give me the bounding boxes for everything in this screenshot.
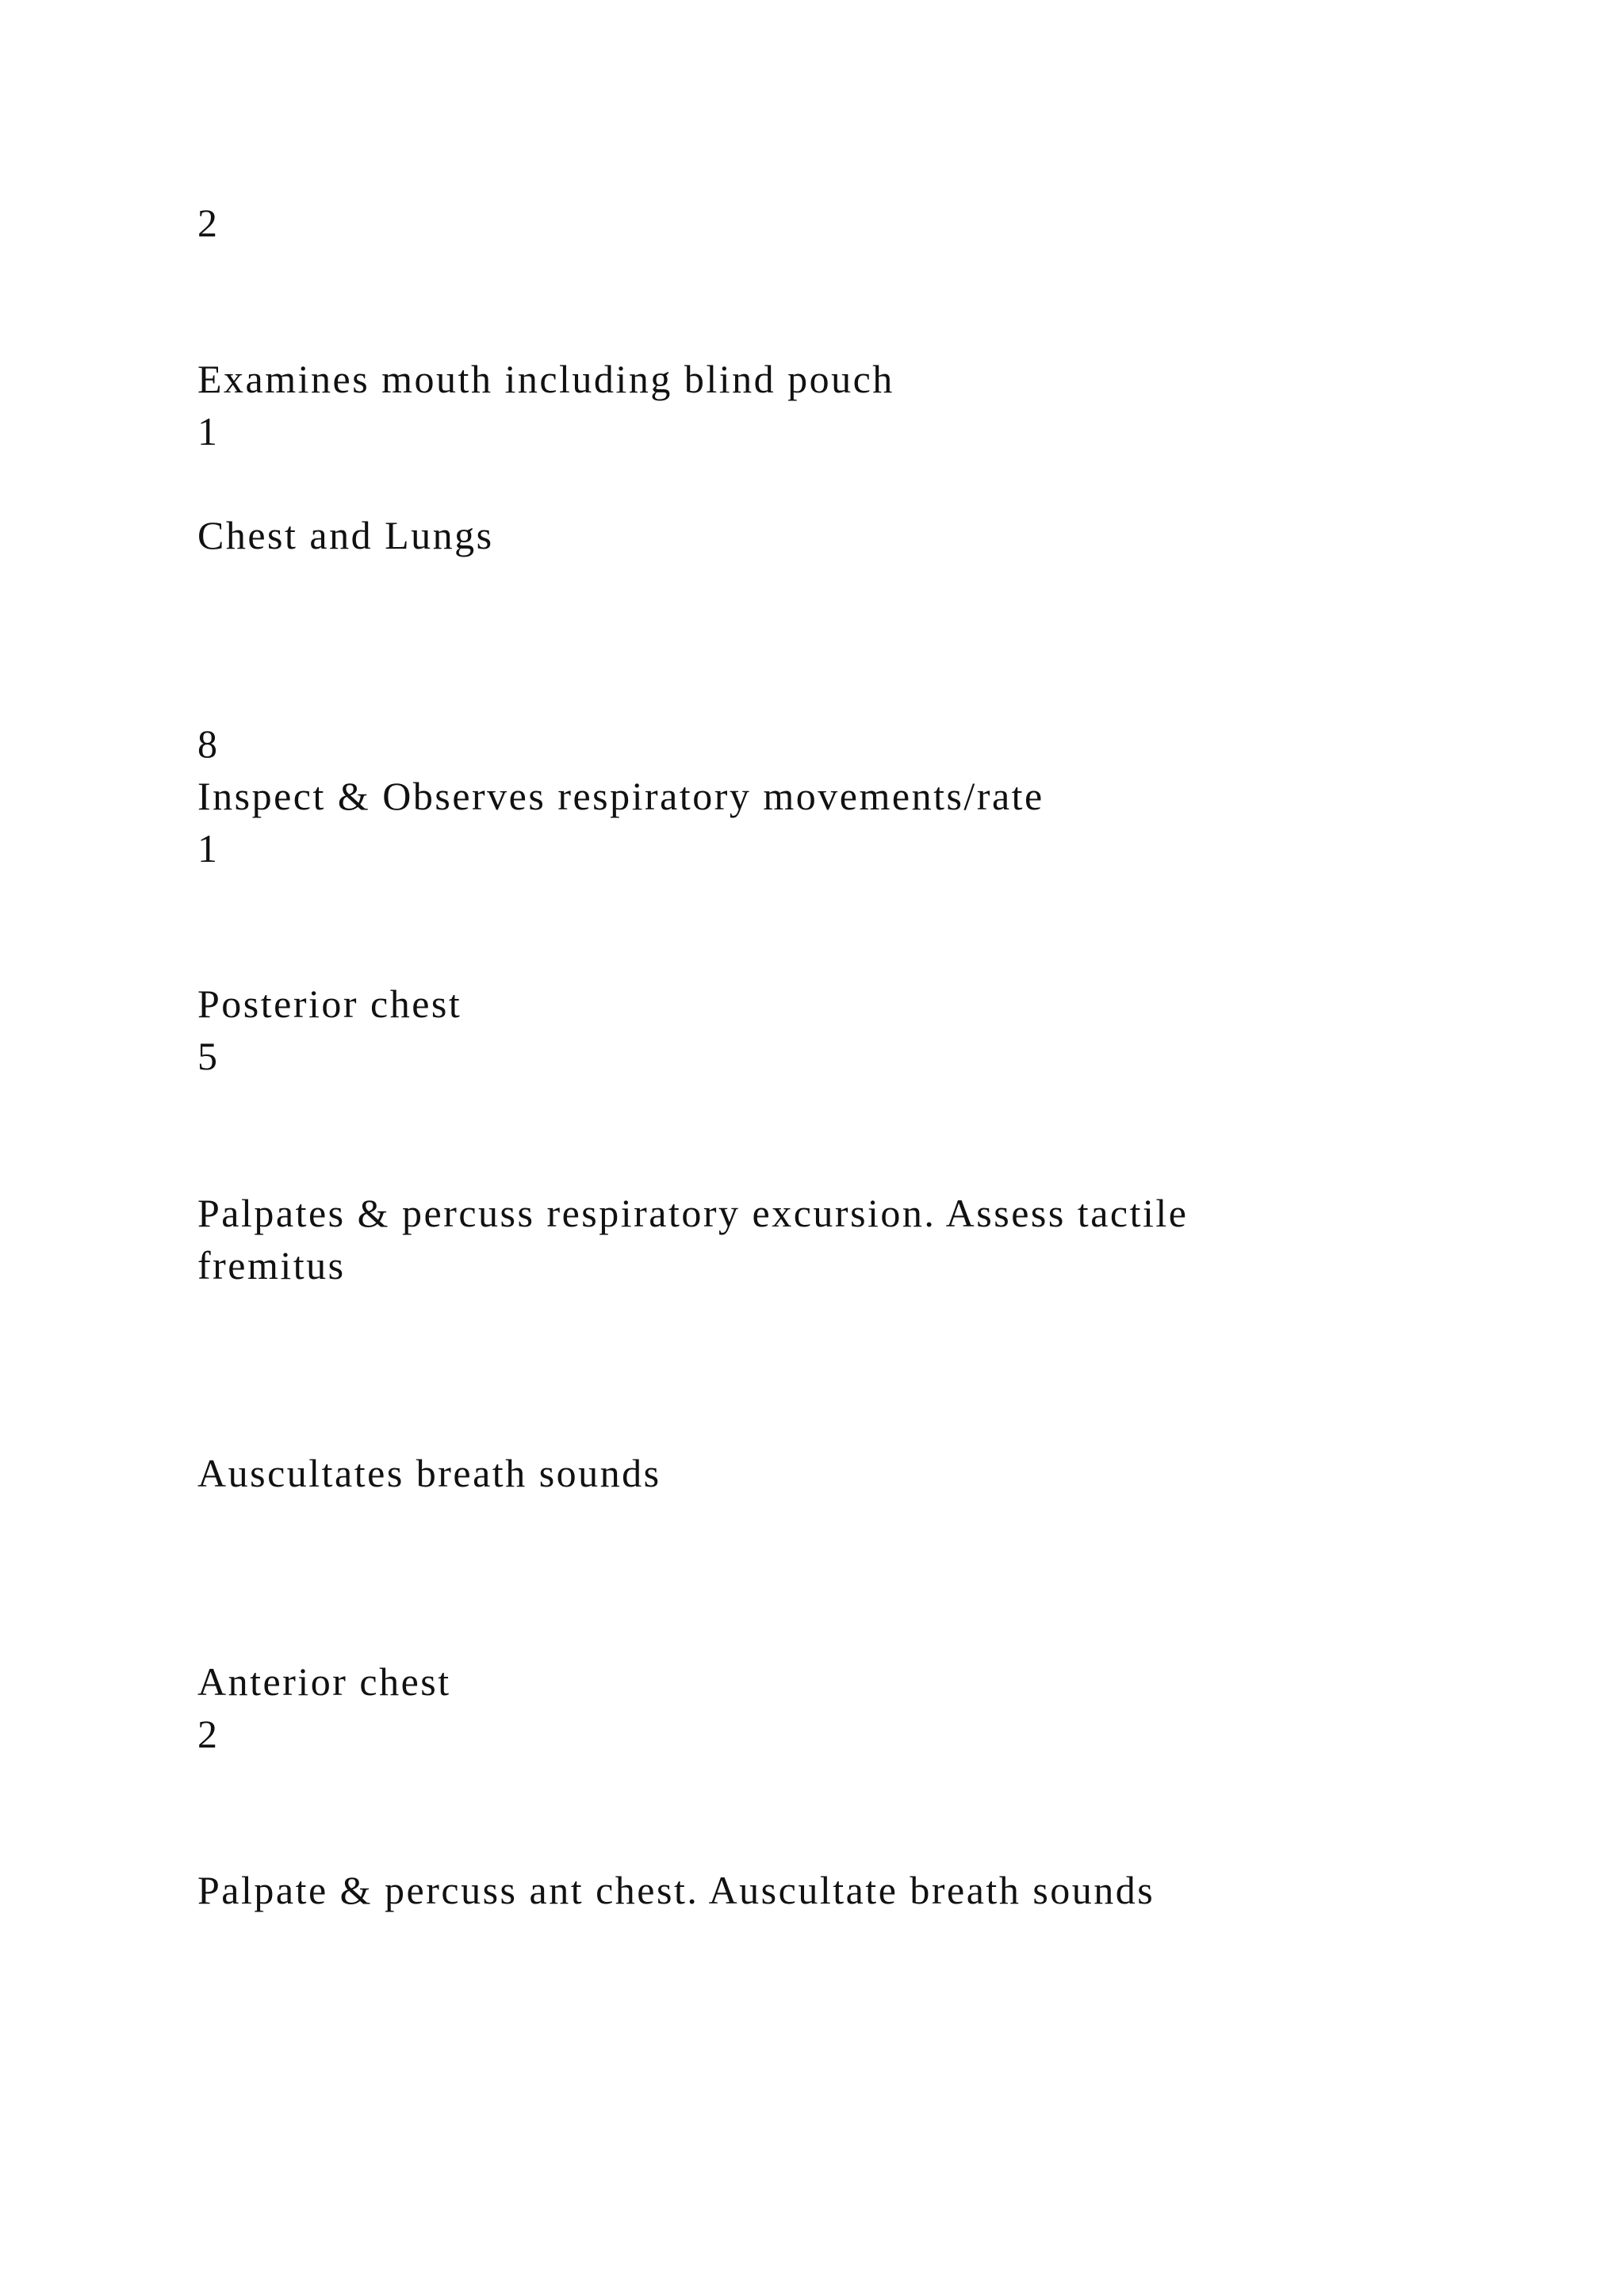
text-line-score: 2 (197, 1712, 220, 1756)
text-line-score: 5 (197, 1034, 220, 1078)
text-line-palpate-ant-chest: Palpate & percuss ant chest. Auscultate breath sounds (197, 1868, 1155, 1912)
text-line-mouth-exam: Examines mouth including blind pouch (197, 357, 894, 401)
text-line-posterior-chest: Posterior chest (197, 982, 462, 1026)
text-line-anterior-chest: Anterior chest (197, 1659, 451, 1704)
text-line-fremitus: fremitus (197, 1243, 346, 1288)
text-line-score: 1 (197, 409, 220, 453)
text-line-score: 8 (197, 721, 220, 766)
text-line-score: 2 (197, 201, 220, 245)
text-line-auscultates: Auscultates breath sounds (197, 1451, 661, 1495)
text-line-palpates-percuss: Palpates & percuss respiratory excursion. Assess tactile (197, 1191, 1189, 1235)
text-line-inspect-respiratory: Inspect & Observes respiratory movements/rate (197, 774, 1044, 818)
section-heading-chest-lungs: Chest and Lungs (197, 513, 494, 557)
text-line-score: 1 (197, 826, 220, 871)
